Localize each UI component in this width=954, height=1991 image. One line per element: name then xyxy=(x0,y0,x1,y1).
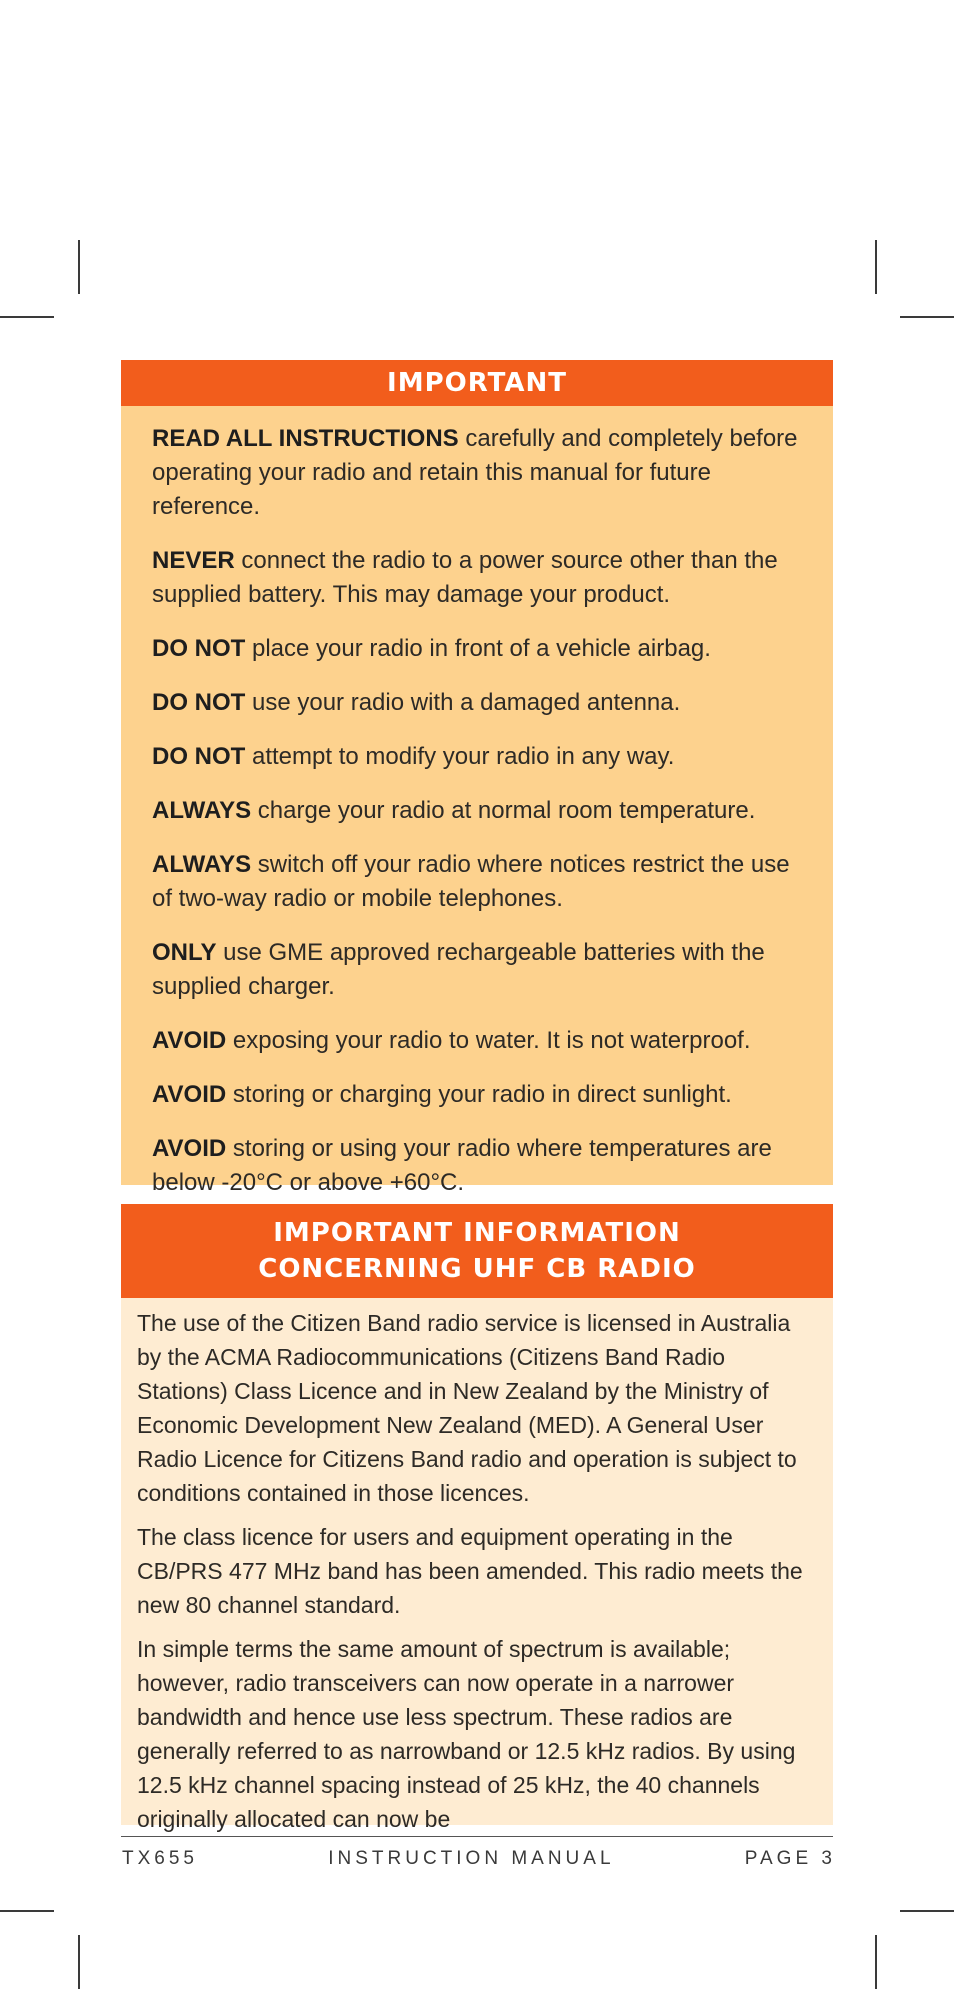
crop-mark-top-left-horizontal xyxy=(0,316,54,318)
uhf-info-paragraph: In simple terms the same amount of spectrum is available; however, radio transceivers can now operate in a narrower bandwidth and hence use less spectrum. These radios are generally referred to as narrowband or 12.5 kHz radios. By using 12.5 kHz channel spacing instead of 25 kHz, the 40 channels originally allocated can now be xyxy=(137,1636,796,1832)
important-item xyxy=(152,740,809,774)
uhf-info-body xyxy=(121,1298,833,1836)
important-item-text: charge your radio at normal room temperature. xyxy=(251,797,756,824)
uhf-info-panel xyxy=(121,1204,833,1832)
uhf-info-paragraph: The class licence for users and equipment operating in the CB/PRS 477 MHz band has been amended. This radio meets the new 80 channel standard. xyxy=(137,1524,803,1618)
important-item xyxy=(152,1078,809,1112)
page-footer xyxy=(122,1848,836,1870)
important-item-keyword: DO NOT xyxy=(152,635,246,662)
important-item-keyword: DO NOT xyxy=(152,689,246,716)
important-item-text: exposing your radio to water. It is not waterproof. xyxy=(226,1027,751,1054)
important-item-text: storing or using your radio where temperatures are below -20°C or above +60°C. xyxy=(152,1135,772,1196)
uhf-info-heading-line1: IMPORTANT INFORMATION xyxy=(273,1218,681,1248)
important-item-keyword: ALWAYS xyxy=(152,851,252,878)
important-item-text: connect the radio to a power source other than the supplied battery. This may damage your product. xyxy=(152,547,778,608)
important-item xyxy=(152,936,809,1004)
crop-mark-top-right-horizontal xyxy=(900,316,954,318)
important-item xyxy=(152,422,809,524)
important-item-keyword: AVOID xyxy=(152,1135,227,1162)
important-item-text: switch off your radio where notices restrict the use of two-way radio or mobile telephones. xyxy=(152,851,790,912)
uhf-info-paragraph: The use of the Citizen Band radio service is licensed in Australia by the ACMA Radiocommunications (Citizens Band Radio Stations) Class Licence and in New Zealand by the Ministry of Economic Development New Zealand (MED). A General User Radio Licence for Citizens Band radio and operation is subject to conditions contained in those licences. xyxy=(137,1310,797,1506)
important-item xyxy=(152,848,809,916)
important-item-keyword: ALWAYS xyxy=(152,797,252,824)
footer-manual-title: INSTRUCTION MANUAL xyxy=(328,1848,615,1869)
crop-mark-top-right-vertical xyxy=(875,240,877,294)
crop-mark-bottom-right-horizontal xyxy=(900,1910,954,1912)
important-item xyxy=(152,632,809,666)
important-item-keyword: AVOID xyxy=(152,1027,227,1054)
important-item-keyword: READ ALL INSTRUCTIONS xyxy=(152,425,459,452)
crop-mark-bottom-left-vertical xyxy=(78,1935,80,1989)
footer-rule xyxy=(121,1836,833,1837)
important-item-text: storing or charging your radio in direct sunlight. xyxy=(226,1081,732,1108)
important-list xyxy=(121,422,833,1200)
footer-page-number: PAGE 3 xyxy=(744,1848,836,1869)
crop-mark-top-left-vertical xyxy=(78,240,80,294)
important-item xyxy=(152,1024,809,1058)
important-item-text: attempt to modify your radio in any way. xyxy=(245,743,675,770)
uhf-info-heading xyxy=(121,1204,833,1298)
footer-model: TX655 xyxy=(122,1848,198,1869)
important-item-keyword: DO NOT xyxy=(152,743,246,770)
crop-mark-bottom-right-vertical xyxy=(875,1935,877,1989)
important-item xyxy=(152,1132,809,1200)
crop-mark-bottom-left-horizontal xyxy=(0,1910,54,1912)
important-item xyxy=(152,544,809,612)
important-item xyxy=(152,686,809,720)
important-item-text: carefully and completely before operating your radio and retain this manual for future reference. xyxy=(152,425,798,520)
important-item-text: use your radio with a damaged antenna. xyxy=(245,689,681,716)
uhf-info-heading-line2: CONCERNING UHF CB RADIO xyxy=(258,1254,696,1284)
important-item-keyword: AVOID xyxy=(152,1081,227,1108)
important-item-keyword: NEVER xyxy=(152,547,235,574)
important-item xyxy=(152,794,809,828)
important-item-text: place your radio in front of a vehicle airbag. xyxy=(245,635,711,662)
important-heading: IMPORTANT xyxy=(121,360,833,406)
important-panel xyxy=(121,360,833,1196)
important-item-keyword: ONLY xyxy=(152,939,217,966)
important-item-text: use GME approved rechargeable batteries with the supplied charger. xyxy=(152,939,765,1000)
